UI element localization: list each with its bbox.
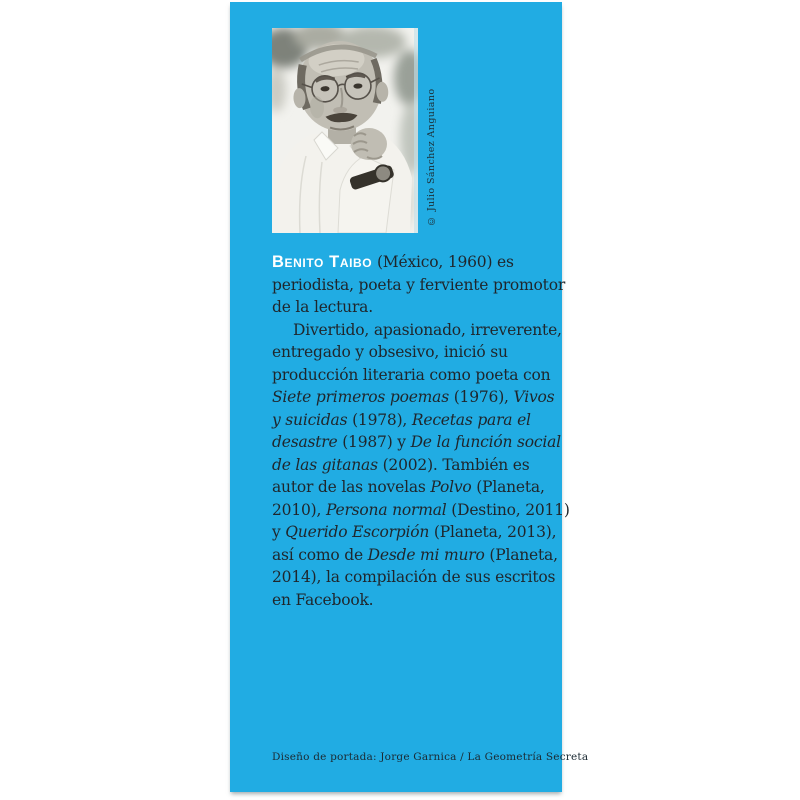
bio-line [272,341,557,364]
author-portrait-image [272,28,418,233]
book-title: Siete primeros poemas [272,388,449,406]
book-title: Persona normal [325,500,447,519]
bio-text: Divertido, apasionado, irreverente, [293,320,562,339]
bio-line [272,409,557,432]
bio-text: (2002). También es [377,455,530,474]
bio-text: de la lectura. [272,298,373,316]
bio-line [272,431,561,454]
bio-line [272,521,557,544]
bio-line [272,476,557,499]
bio-line [272,386,557,409]
book-title: De la función social [410,433,561,451]
author-name: Benito Taibo [272,253,373,271]
bio-text: (1987) y [337,433,411,451]
bio-line [272,454,557,477]
bio-text: 2010), [272,500,326,519]
bio-text: (1978), [347,410,412,429]
bio-text: (1976), [448,388,514,406]
bio-text: y [272,523,286,541]
bio-text: producción literaria como poeta con [272,365,551,384]
bio-text: (Planeta, [484,545,558,564]
bio-text: (México, 1960) es [372,253,514,271]
bio-text: así como de [272,545,368,564]
bio-text: (Planeta, [471,478,545,496]
book-title: Polvo [430,478,472,496]
book-title: desastre [272,433,338,451]
book-title: Querido Escorpión [285,523,430,541]
bio-line [272,251,557,274]
bio-text: 2014), la compilación de sus escritos [272,568,556,586]
bio-line [272,499,570,522]
bio-text: periodista, poeta y ferviente promotor [272,275,566,294]
bio-line [272,566,557,589]
book-title: de las gitanas [272,455,378,474]
bio-text: (Planeta, 2013), [429,523,557,541]
design-credit: Diseño de portada: Jorge Garnica / La Geometría Secreta [272,751,589,763]
photo-credit: © Julio Sánchez Anguiano [426,88,437,226]
bio-text: (Destino, 2011) [446,500,570,519]
book-title: y suicidas [272,410,348,429]
bio-text: entregado y obsesivo, inició su [272,343,508,361]
bio-line [272,296,557,319]
flap-panel [230,2,589,792]
bio-line [272,319,562,342]
book-title: Vivos [513,388,555,406]
author-photo [272,28,418,233]
bio-line [272,364,557,387]
bio-line [272,544,557,567]
bio-line [272,274,566,297]
bio-text: en Facebook. [272,590,374,609]
bio-line [272,589,557,612]
bio-text: autor de las novelas [272,478,431,496]
book-title: Recetas para el [411,410,531,429]
author-bio [272,251,570,611]
book-title: Desde mi muro [367,545,485,564]
